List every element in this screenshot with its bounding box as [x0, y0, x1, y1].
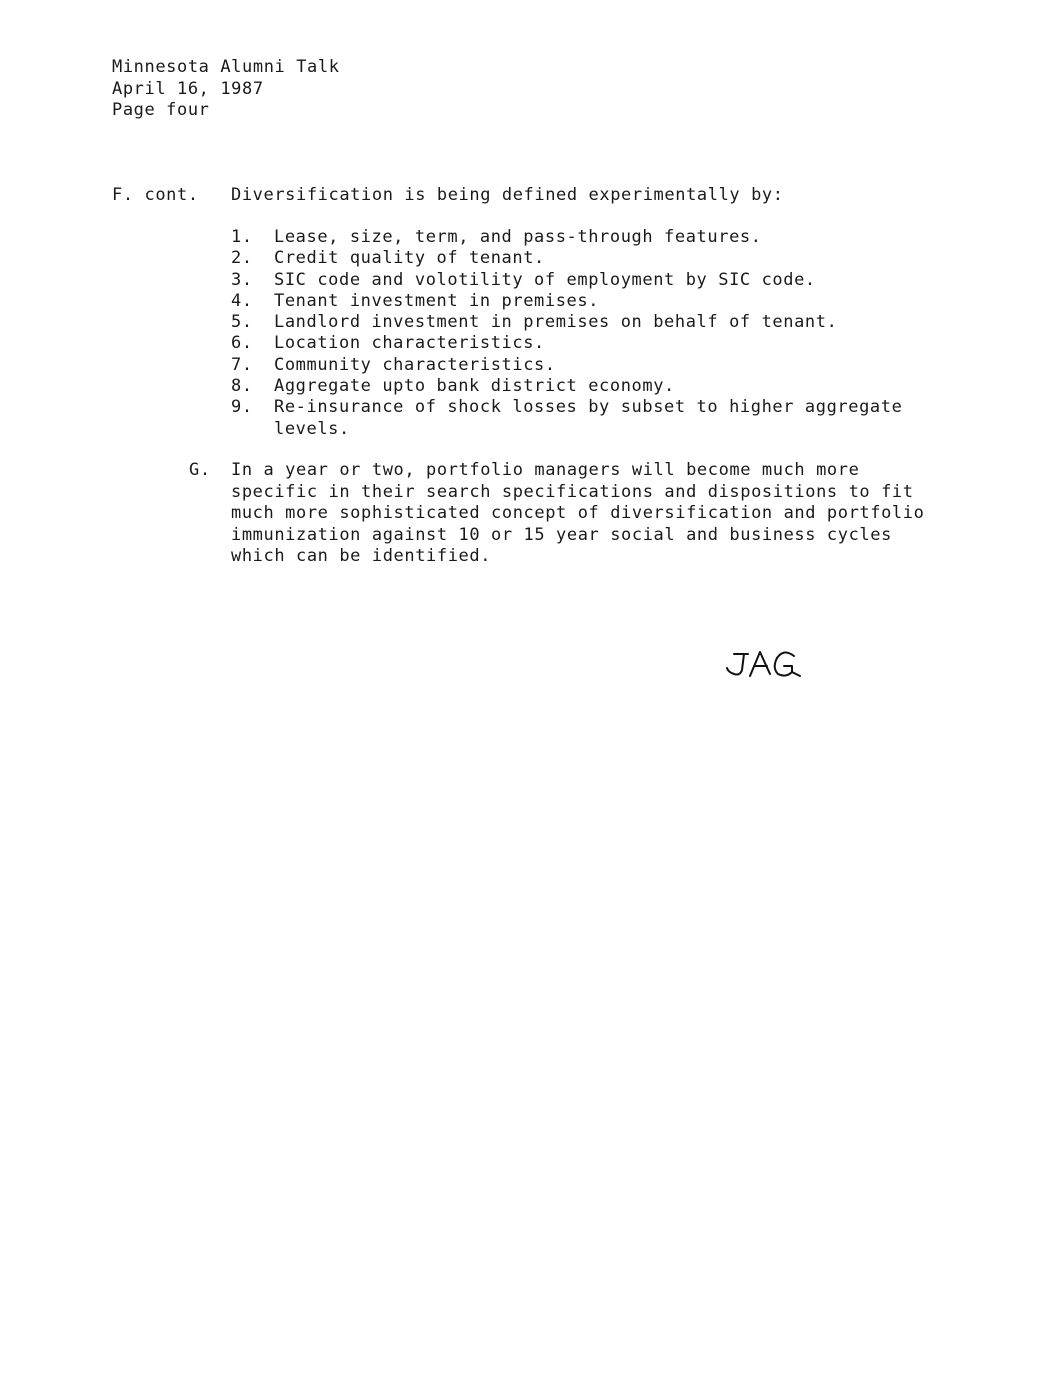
- list-item-text: Location characteristics.: [274, 333, 545, 354]
- list-item: [231, 376, 931, 397]
- list-item: [231, 333, 931, 354]
- header-title: Minnesota Alumni Talk: [112, 57, 340, 77]
- list-item: [231, 291, 931, 312]
- list-item-number: 9.: [231, 397, 253, 418]
- list-item-text: Tenant investment in premises.: [274, 290, 600, 311]
- list-item-text: Lease, size, term, and pass-through features.: [274, 227, 762, 247]
- list-item: [231, 248, 931, 269]
- section-f-label: F. cont.: [112, 185, 199, 205]
- list-item-text: Credit quality of tenant.: [274, 248, 545, 269]
- section-f-intro: Diversification is being defined experimentally by:: [231, 185, 784, 205]
- list-item-text: Landlord investment in premises on behalf of tenant.: [274, 312, 838, 333]
- list-item-number: 6.: [231, 333, 253, 354]
- list-item-number: 1.: [231, 227, 253, 247]
- list-item-number: 5.: [231, 312, 253, 333]
- list-item-number: 2.: [231, 248, 253, 269]
- list-item-number: 3.: [231, 269, 253, 290]
- list-item-number: 4.: [231, 290, 253, 311]
- section-g-label: G.: [189, 460, 211, 480]
- paragraph-line: immunization against 10 or 15 year social and business cycles: [231, 524, 892, 545]
- header-date: April 16, 1987: [112, 78, 264, 99]
- list-item: [231, 270, 931, 291]
- list-item-text: Community characteristics.: [274, 354, 556, 375]
- list-item-text: Re-insurance of shock losses by subset to higher aggregate levels.: [274, 397, 903, 439]
- list-item: [231, 312, 931, 333]
- diversification-list: [231, 227, 931, 440]
- handwritten-signature-initials: [722, 644, 812, 684]
- header-page-number: Page four: [112, 100, 210, 120]
- paragraph-line: In a year or two, portfolio managers will become much more: [231, 460, 860, 480]
- list-item-number: 8.: [231, 376, 253, 397]
- paragraph-line: specific in their search specifications and dispositions to fit: [231, 481, 914, 502]
- list-item: [231, 397, 931, 440]
- list-item: [231, 355, 931, 376]
- document-header: [112, 57, 340, 122]
- list-item-text: Aggregate upto bank district economy.: [274, 376, 675, 397]
- list-item: [231, 227, 931, 248]
- list-item-number: 7.: [231, 354, 253, 375]
- section-g-paragraph: [231, 460, 924, 568]
- list-item-text: SIC code and volotility of employment by SIC code.: [274, 269, 816, 290]
- paragraph-line: much more sophisticated concept of diversification and portfolio: [231, 503, 925, 523]
- paragraph-line: which can be identified.: [231, 546, 492, 566]
